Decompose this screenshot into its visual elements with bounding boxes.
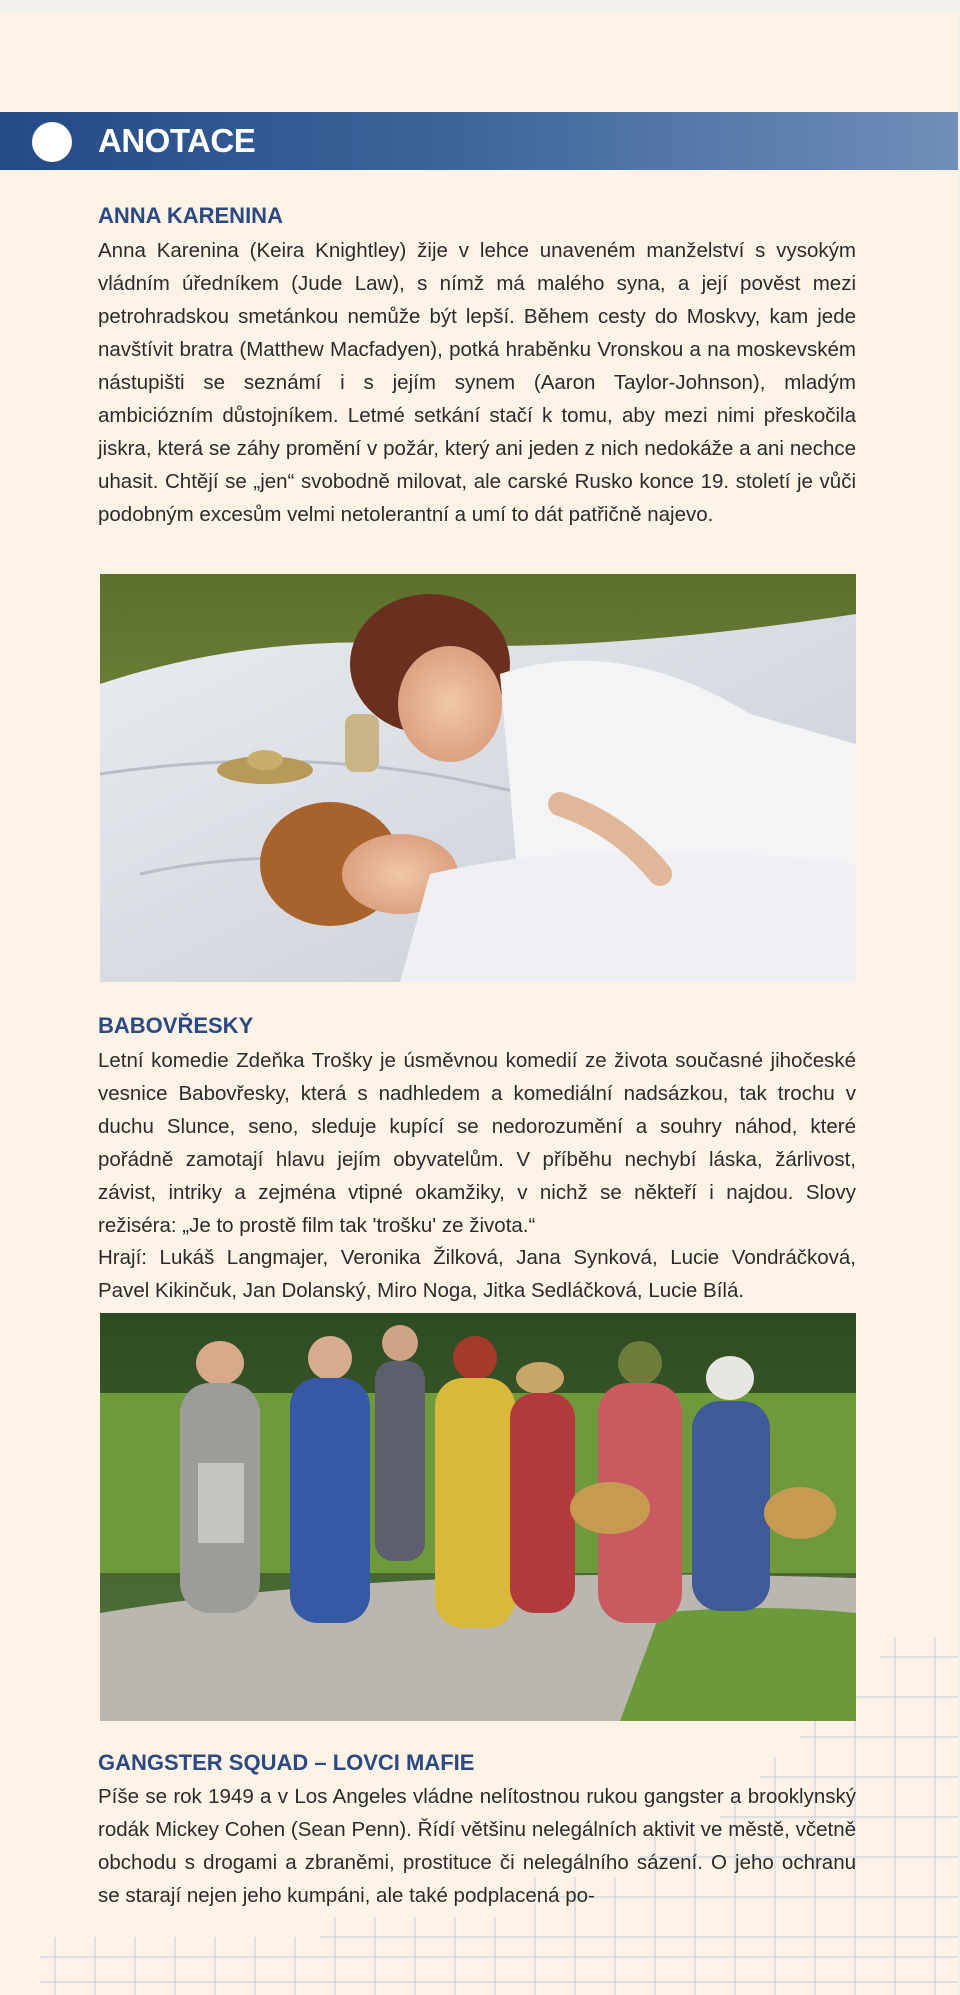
bullet-circle-icon <box>32 122 72 162</box>
article-text-anna-karenina: Anna Karenina (Keira Knightley) žije v lehce unaveném manželství s vysokým vládním úředníkem (Jude Law), s nímž má malého syna, a její pověst mezi petrohradskou smetánkou nemůže být lepší. Během cesty do Moskvy, kam jede navštívit bratra (Matthew Macfadyen), potká hraběnku Vronskou a na moskevském nástupišti se seznámí i s jejím synem (Aaron Taylor-Johnson), mladým ambiciózním důstojníkem. Letmé setkání stačí k tomu, aby mezi nimi přeskočila jiskra, která se záhy promění v požár, který ani jeden z nich nedokáže a ani nechce uhasit. Chtějí se „jen“ svobodně milovat, ale carské Rusko konce 19. století je vůči podobným excesům velmi netolerantní a umí to dát patřičně najevo. <box>98 239 856 526</box>
section-title: ANOTACE <box>98 122 256 159</box>
anna-karenina-photo <box>100 574 856 982</box>
article-cast-babovresky: Hrají: Lukáš Langmajer, Veronika Žilková, Jana Synková, Lucie Vondráčková, Pavel Kikinčuk, Jan Dolanský, Miro Noga, Jitka Sedláčková, Lucie Bílá. <box>98 1246 856 1302</box>
section-header-banner <box>0 112 958 170</box>
document-page <box>0 12 958 1995</box>
article-heading-gangster-squad: GANGSTER SQUAD – LOVCI MAFIE <box>98 1750 475 1775</box>
article-text-gangster-squad: Píše se rok 1949 a v Los Angeles vládne nelítostnou rukou gangster a brooklynský rodák Mickey Cohen (Sean Penn). Řídí většinu nelegálních aktivit ve městě, včetně obchodu s drogami a zbraněmi, prostituce či nelegálního sázení. O jeho ochranu se starají nejen jeho kumpáni, ale také podplacená po- <box>98 1785 856 1907</box>
article-heading-babovresky: BABOVŘESKY <box>98 1013 254 1038</box>
article-heading-anna-karenina: ANNA KARENINA <box>98 203 283 228</box>
article-text-babovresky: Letní komedie Zdeňka Trošky je úsměvnou komedií ze života současné jihočeské vesnice Babovřesky, která s nadhledem a komediální nadsázkou, tak trochu v duchu Slunce, seno, sleduje kupící se nedorozumění a souhry náhod, které pořádně zamotají hlavu jejím obyvatelům. V příběhu nechybí láska, žárlivost, závist, intriky a zejména vtipné okamžiky, v nichž se někteří i najdou. Slovy režiséra: „Je to prostě film tak 'trošku' ze života.“ <box>98 1049 856 1237</box>
babovresky-photo <box>100 1313 856 1721</box>
